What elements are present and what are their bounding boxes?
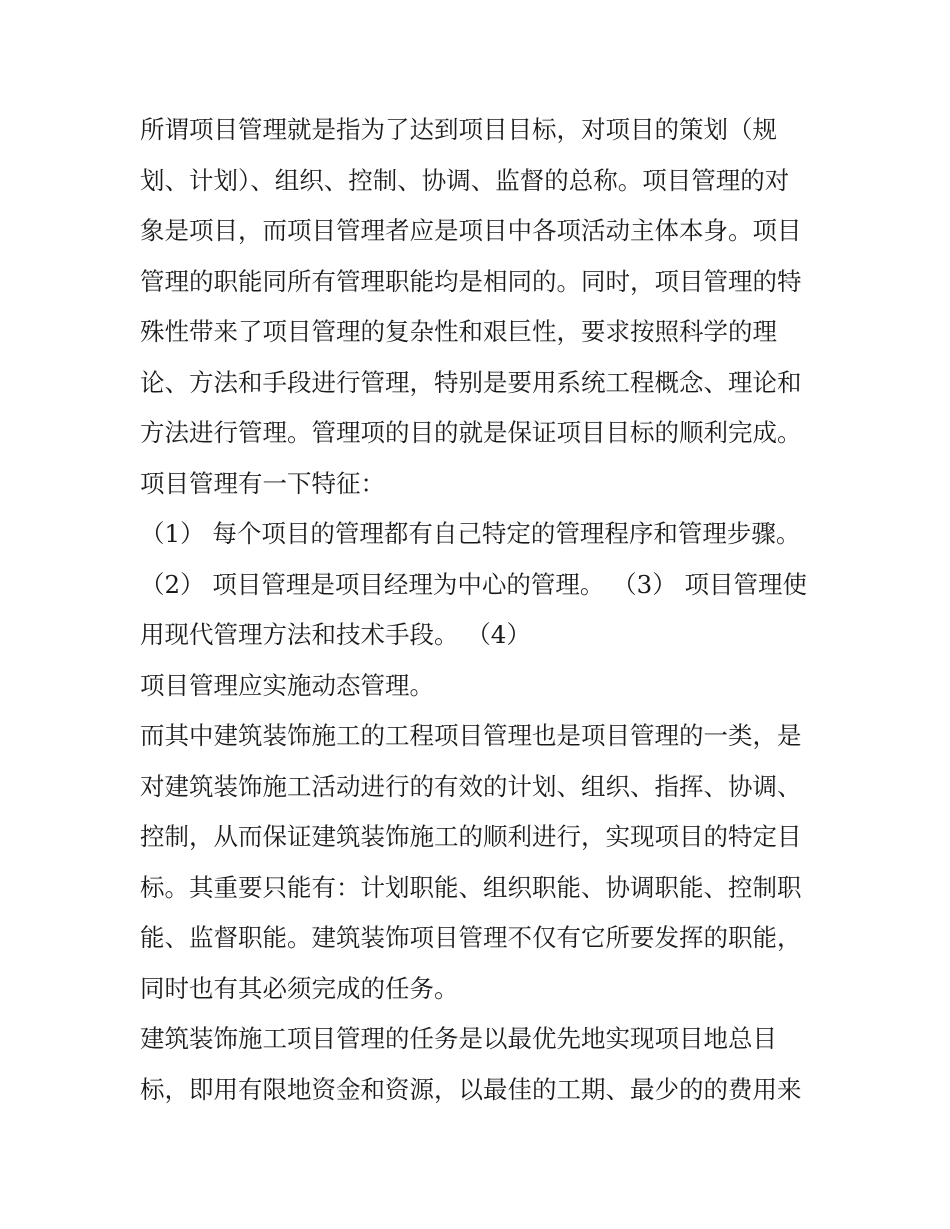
- text-line: 建筑装饰施工项目管理的任务是以最优先地实现项目地总目: [140, 1024, 777, 1053]
- text-line: 方法进行管理。管理项的目的就是保证项目目标的顺利完成。: [140, 418, 802, 447]
- list-item: 用现代管理方法和技术手段。 （4）: [140, 620, 531, 649]
- text-line: 控制，从而保证建筑装饰施工的顺利进行，实现项目的特定目: [140, 822, 802, 851]
- text-line: 所谓项目管理就是指为了达到项目目标，对项目的策划（规: [140, 115, 777, 144]
- list-item: （2） 项目管理是项目经理为中心的管理。 （3） 项目管理使: [140, 570, 808, 599]
- text-line: 而其中建筑装饰施工的工程项目管理也是项目管理的一类，是: [140, 721, 802, 750]
- text-line: 对建筑装饰施工活动进行的有效的计划、组织、指挥、协调、: [140, 772, 802, 801]
- list-item: （1） 每个项目的管理都有自己特定的管理程序和管理步骤。: [140, 519, 801, 548]
- text-line: 同时也有其必须完成的任务。: [140, 974, 459, 1003]
- text-line: 标，即用有限地资金和资源，以最佳的工期、最少的的费用来: [140, 1075, 802, 1104]
- text-line: 标。其重要只能有：计划职能、组织职能、协调职能、控制职: [140, 873, 802, 902]
- text-line: 论、方法和手段进行管理，特别是要用系统工程概念、理论和: [140, 368, 802, 397]
- text-line: 殊性带来了项目管理的复杂性和艰巨性，要求按照科学的理: [140, 317, 777, 346]
- text-line: 能、监督职能。建筑装饰项目管理不仅有它所要发挥的职能，: [140, 923, 802, 952]
- text-line: 划、计划）、组织、控制、协调、监督的总称。项目管理的对: [140, 166, 790, 195]
- list-item: 项目管理应实施动态管理。: [140, 671, 434, 700]
- text-line: 象是项目，而项目管理者应是项目中各项活动主体本身。项目: [140, 216, 802, 245]
- text-line: 管理的职能同所有管理职能均是相同的。同时，项目管理的特: [140, 267, 802, 296]
- text-line: 项目管理有一下特征：: [140, 469, 385, 498]
